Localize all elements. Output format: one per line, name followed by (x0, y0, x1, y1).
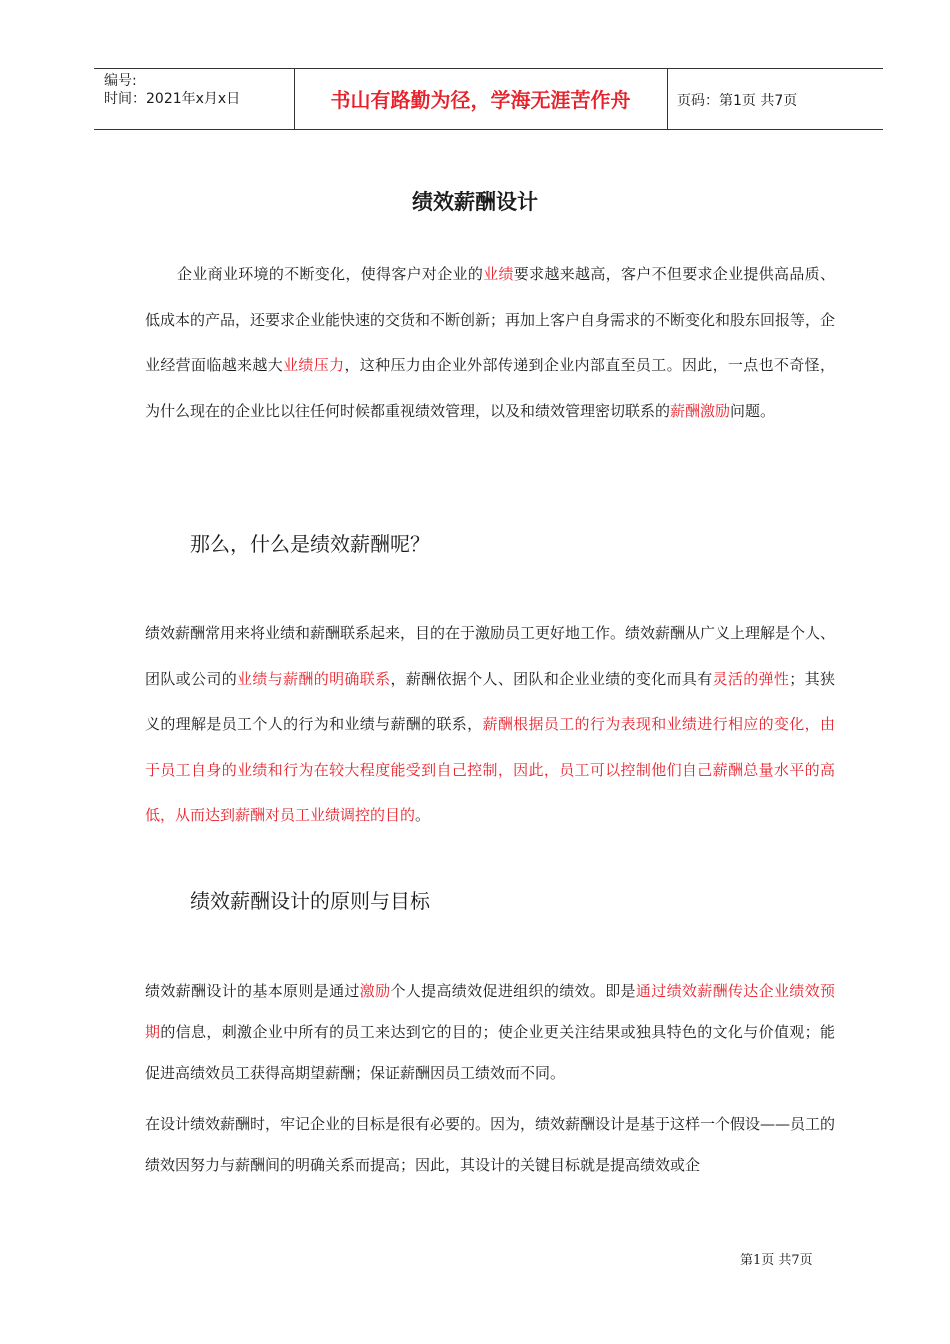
header-page-number: 页码：第1页 共7页 (677, 93, 798, 109)
goal-paragraph: 在设计绩效薪酬时，牢记企业的目标是很有必要的。因为，绩效薪酬设计是基于这样一个假设——员工的绩效因努力与薪酬间的明确关系而提高；因此，其设计的关键目标就是提高绩效或企 (145, 1115, 836, 1174)
document-number-label: 编号: (104, 73, 137, 89)
section-heading-definition: 那么，什么是绩效薪酬呢？ (190, 532, 430, 556)
intro-paragraph (145, 252, 835, 434)
definition-paragraph (145, 611, 835, 839)
principle-emphasis-1: 激励 (359, 982, 391, 1000)
definition-text-3: ；其狭义的理解是员工个人的行为和业绩与薪酬的联系， (145, 669, 835, 733)
intro-text-2: 要求越来越高，客户不但要求企业提供高品质、低成本的产品，还要求企业能快速的交货和不断创新；再加上客户自身需求的不断变化和股东回报等，企业经营面临越来越大 (145, 265, 836, 374)
principle-text-3: 的信息，刺激企业中所有的员工来达到它的目的；使企业更关注结果或独具特色的文化与价值观；能促进高绩效员工获得高期望薪酬；保证薪酬因员工绩效而不同。 (145, 1023, 835, 1082)
intro-text-4: 问题。 (730, 401, 776, 420)
definition-emphasis-2: 灵活的弹性 (712, 669, 790, 688)
section-heading-principles: 绩效薪酬设计的原则与目标 (190, 889, 430, 913)
principle-emphasis-2: 通过绩效薪酬传达企业绩效预期 (145, 982, 835, 1041)
header-meta-cell (94, 69, 295, 129)
definition-emphasis-1: 业绩与薪酬的明确联系 (237, 669, 391, 688)
intro-text-1: 企业商业环境的不断变化，使得客户对企业的 (177, 265, 484, 283)
intro-emphasis-2: 业绩压力 (283, 356, 345, 374)
header-motto-cell (294, 69, 668, 129)
intro-emphasis-3: 薪酬激励 (670, 401, 731, 420)
definition-text-2: ，薪酬依据个人、团队和企业业绩的变化而具有 (390, 669, 713, 688)
document-header (94, 68, 883, 130)
principle-paragraph (145, 971, 835, 1094)
definition-emphasis-3: 薪酬根据员工的行为表现和业绩进行相应的变化，由于员工自身的业绩和行为在较大程度能受到自己控制，因此，员工可以控制他们自己薪酬总量水平的高低，从而达到薪酬对员工业绩调控的目的 (145, 715, 835, 824)
definition-text-1: 绩效薪酬常用来将业绩和薪酬联系起来，目的在于激励员工更好地工作。绩效薪酬从广义上理解是个人、团队或公司的 (145, 624, 836, 688)
header-page-cell (667, 69, 883, 129)
intro-emphasis-1: 业绩 (483, 265, 514, 283)
header-motto: 书山有路勤为径，学海无涯苦作舟 (330, 88, 631, 112)
intro-text-3: ，这种压力由企业外部传递到企业内部直至员工。因此，一点也不奇怪，为什么现在的企业比以往任何时候都重视绩效管理，以及和绩效管理密切联系的 (145, 356, 835, 420)
principle-text-1: 绩效薪酬设计的基本原则是通过 (145, 982, 360, 1000)
principle-text-2: 个人提高绩效促进组织的绩效。即是 (390, 982, 636, 1000)
document-time-label: 时间：2021年x月x日 (104, 91, 241, 107)
definition-text-4: 。 (415, 806, 431, 824)
page-footer: 第1页 共7页 (740, 1253, 813, 1268)
document-title: 绩效薪酬设计 (412, 189, 538, 214)
